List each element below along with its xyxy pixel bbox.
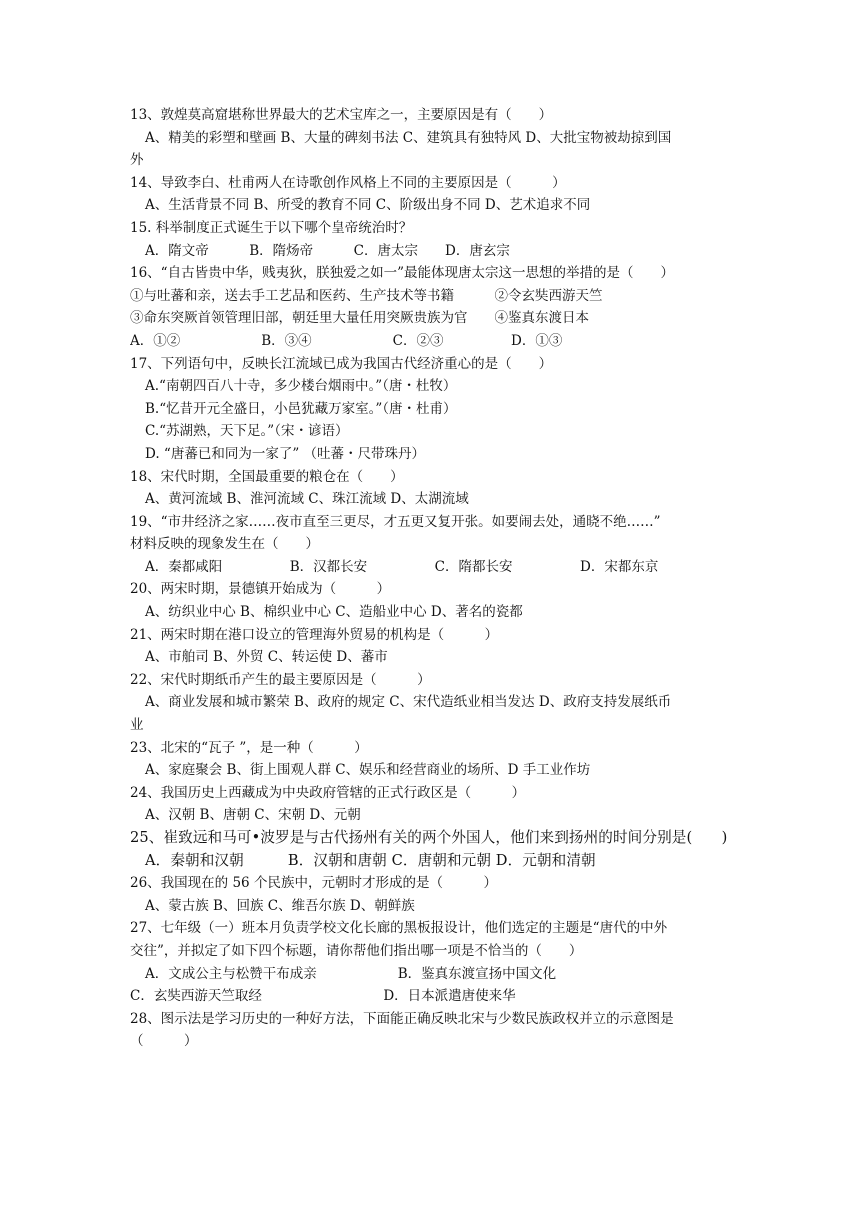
text-line: A、蒙古族 B、回族 C、维吾尔族 D、朝鲜族 [145,897,415,914]
text-line: D. “唐蕃已和同为一家了” （吐蕃・尺带珠丹） [145,445,426,462]
text-line: A．文成公主与松赞干布成亲 B．鉴真东渡宣扬中国文化 [145,965,557,982]
text-line: 15. 科举制度正式诞生于以下哪个皇帝统治时？ [130,219,413,236]
text-line: 外 [130,152,144,169]
text-line: A．①② B．③④ C．②③ D．①③ [130,332,563,349]
text-line: 17、下列语句中，反映长江流域已成为我国古代经济重心的是（ ） [130,355,553,372]
text-line: C．玄奘西游天竺取经 D．日本派遣唐使来华 [130,988,516,1005]
text-line: C.“苏湖熟，天下足。”（宋・谚语） [145,423,349,440]
question-list [130,104,740,1053]
text-line: A．隋文帝 B．隋炀帝 C．唐太宗 D．唐玄宗 [145,242,510,259]
text-line: 27、七年级（一）班本月负责学校文化长廊的黑板报设计，他们选定的主题是“唐代的中外 [130,920,668,937]
text-line: 18、宋代时期，全国最重要的粮仓在（ ） [130,468,404,485]
text-line: A．秦朝和汉朝 B．汉朝和唐朝 C．唐朝和元朝 D．元朝和清朝 [145,851,596,869]
text-line: 16、“自古皆贵中华，贱夷狄，朕独爱之如一”最能体现唐太宗这一思想的举措的是（ ） [130,265,674,282]
text-line: A．秦都咸阳 B．汉都长安 C．隋都长安 D．宋都东京 [145,558,659,575]
text-line: A、商业发展和城市繁荣 B、政府的规定 C、宋代造纸业相当发达 D、政府支持发展纸币 [145,694,672,711]
text-line: 20、两宋时期，景德镇开始成为（ ） [130,581,391,598]
text-line: 26、我国现在的 56 个民族中，元朝时才形成的是（ ） [130,875,497,892]
text-line: 13、敦煌莫高窟堪称世界最大的艺术宝库之一，主要原因是有（ ） [130,107,553,123]
text-line: A、生活背景不同 B、所受的教育不同 C、阶级出身不同 D、艺术追求不同 [145,197,591,214]
text-line: ③命东突厥首领管理旧部，朝廷里大量任用突厥贵族为官 ④鉴真东渡日本 [130,310,589,327]
text-line: ①与吐蕃和亲，送去手工艺品和医药、生产技术等书籍 ②令玄奘西游天竺 [130,287,603,304]
text-line: 22、宋代时期纸币产生的最主要原因是（ ） [130,671,431,688]
text-line: A、黄河流域 B、淮河流域 C、珠江流域 D、太湖流域 [145,491,469,508]
text-line: （ ） [130,1033,198,1050]
text-line: A、市舶司 B、外贸 C、转运使 D、蕃市 [145,649,388,666]
text-line: 14、导致李白、杜甫两人在诗歌创作风格上不同的主要原因是（ ） [130,174,566,191]
text-line: B.“忆昔开元全盛日，小邑犹藏万家室。”（唐・杜甫） [145,400,457,417]
text-line: 19、“市井经济之家……夜市直至三更尽，才五更又复开张。如要闹去处，通晓不绝……” [130,513,661,530]
text-line: A、精美的彩塑和壁画 B、大量的碑刻书法 C、建筑具有独特风 D、大批宝物被劫掠到国 [145,129,672,146]
text-line: 23、北宋的“瓦子 ”，是一种（ ） [130,739,368,756]
text-line: 28、图示法是学习历史的一种好方法，下面能正确反映北宋与少数民族政权并立的示意图是 [130,1010,674,1027]
text-line: 24、我国历史上西藏成为中央政府管辖的正式行政区是（ ） [130,784,526,801]
text-line: A.“南朝四百八十寺，多少楼台烟雨中。”（唐・杜牧） [145,378,457,395]
text-line: 21、两宋时期在港口设立的管理海外贸易的机构是（ ） [130,626,499,643]
text-line: 材料反映的现象发生在（ ） [130,536,319,553]
text-line: A、汉朝 B、唐朝 C、宋朝 D、元朝 [145,807,361,824]
text-line: A、家庭聚会 B、街上围观人群 C、娱乐和经营商业的场所、D 手工业作坊 [145,762,591,779]
text-line: 业 [130,717,144,734]
text-line: A、纺织业中心 B、棉织业中心 C、造船业中心 D、著名的瓷都 [145,604,523,621]
text-line: 25、崔致远和马可•波罗是与古代扬州有关的两个外国人，他们来到扬州的时间分别是( ) [130,829,728,846]
text-line: 交往”，并拟定了如下四个标题，请你帮他们指出哪一项是不恰当的（ ） [130,942,583,959]
